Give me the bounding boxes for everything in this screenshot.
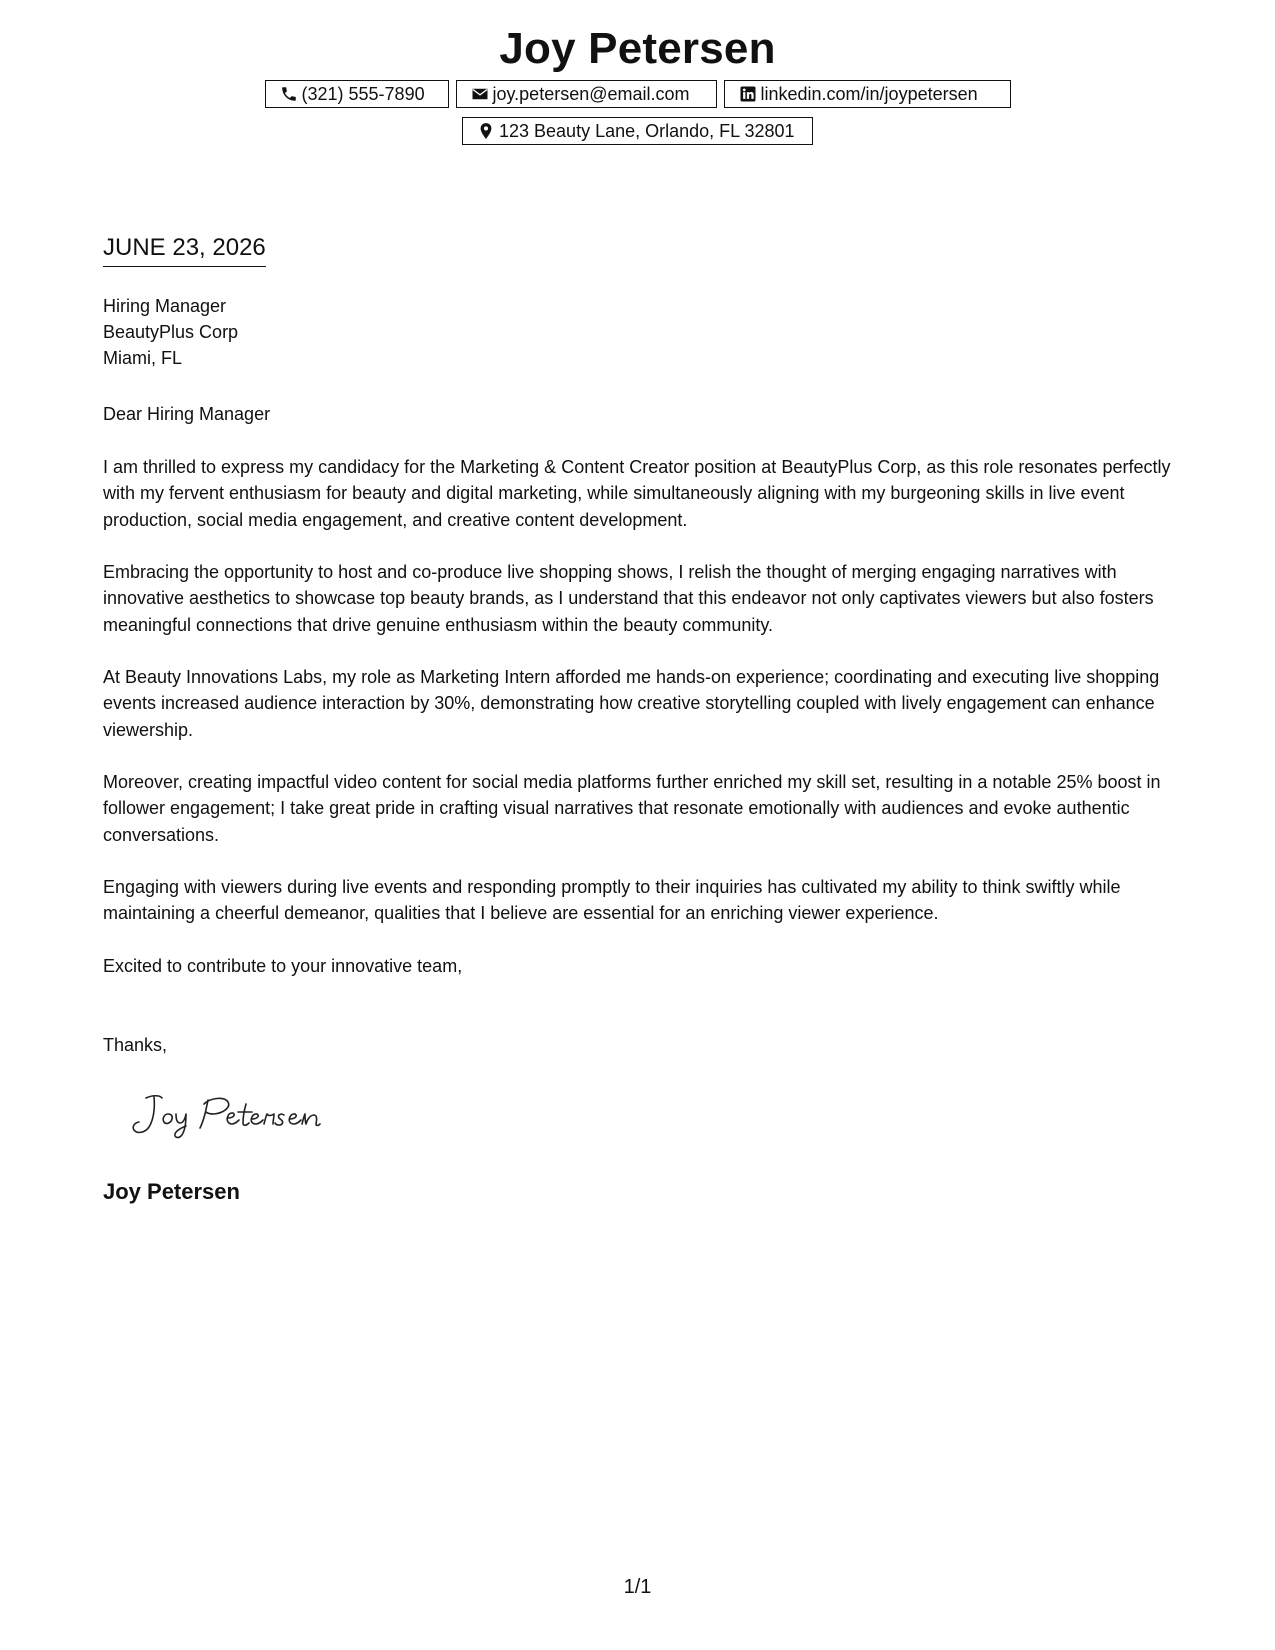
- recipient-title: Hiring Manager: [103, 296, 227, 316]
- closing-line: Excited to contribute to your innovative team,: [103, 956, 463, 976]
- page-number: 1/1: [623, 1576, 652, 1598]
- linkedin-contact[interactable]: [724, 80, 1011, 108]
- phone-text: (321) 555-7890: [301, 83, 425, 104]
- linkedin-text: linkedin.com/in/joypetersen: [760, 83, 978, 104]
- address-text: 123 Beauty Lane, Orlando, FL 32801: [499, 120, 795, 141]
- contact-info-row: [0, 80, 1275, 108]
- linkedin-icon: [739, 85, 757, 103]
- applicant-name: Joy Petersen: [499, 24, 776, 73]
- recipient-location: Miami, FL: [103, 348, 183, 368]
- recipient-company: BeautyPlus Corp: [103, 322, 239, 342]
- map-marker-icon: [477, 122, 495, 140]
- phone-icon: [280, 85, 298, 103]
- signer-name: Joy Petersen: [103, 1179, 240, 1204]
- handwritten-signature: [124, 1090, 344, 1142]
- envelope-icon: [471, 85, 489, 103]
- phone-contact[interactable]: [265, 80, 449, 108]
- body-paragraph: Moreover, creating impactful video content for social media platforms further enriched my skill set, resulting in a notable 25% boost in follower engagement; I take great pride in crafting visual narratives that resonate emotionally with audiences and evoke authentic conversations.: [103, 772, 1161, 845]
- email-text: joy.petersen@email.com: [492, 83, 690, 104]
- body-paragraph: Engaging with viewers during live events and responding promptly to their inquiries has cultivated my ability to think swiftly while maintaining a cheerful demeanor, qualities that I believe are essential for an enriching viewer experience.: [103, 877, 1121, 924]
- body-paragraph: I am thrilled to express my candidacy for the Marketing & Content Creator position at BeautyPlus Corp, as this role resonates perfectly with my fervent enthusiasm for beauty and digital marketing, while simultaneously aligning with my burgeoning skills in live event production, social media engagement, and creative content development.: [103, 457, 1171, 530]
- body-paragraph: At Beauty Innovations Labs, my role as Marketing Intern afforded me hands-on experience; coordinating and executing live shopping events increased audience interaction by 30%, demonstrating how creative storytelling coupled with lively engagement can enhance viewership.: [103, 667, 1160, 740]
- email-contact[interactable]: [456, 80, 717, 108]
- recipient-block: [103, 293, 238, 371]
- address-row: [0, 117, 1275, 145]
- body-paragraph: Embracing the opportunity to host and co-produce live shopping shows, I relish the thought of merging engaging narratives with innovative aesthetics to showcase top beauty brands, as I understand that this endeavor not only captivates viewers but also fosters meaningful connections that drive genuine enthusiasm within the beauty community.: [103, 562, 1154, 635]
- address-contact: [462, 117, 813, 145]
- signoff: Thanks,: [103, 1035, 168, 1055]
- letter-date: JUNE 23, 2026: [103, 233, 266, 267]
- salutation: Dear Hiring Manager: [103, 404, 271, 424]
